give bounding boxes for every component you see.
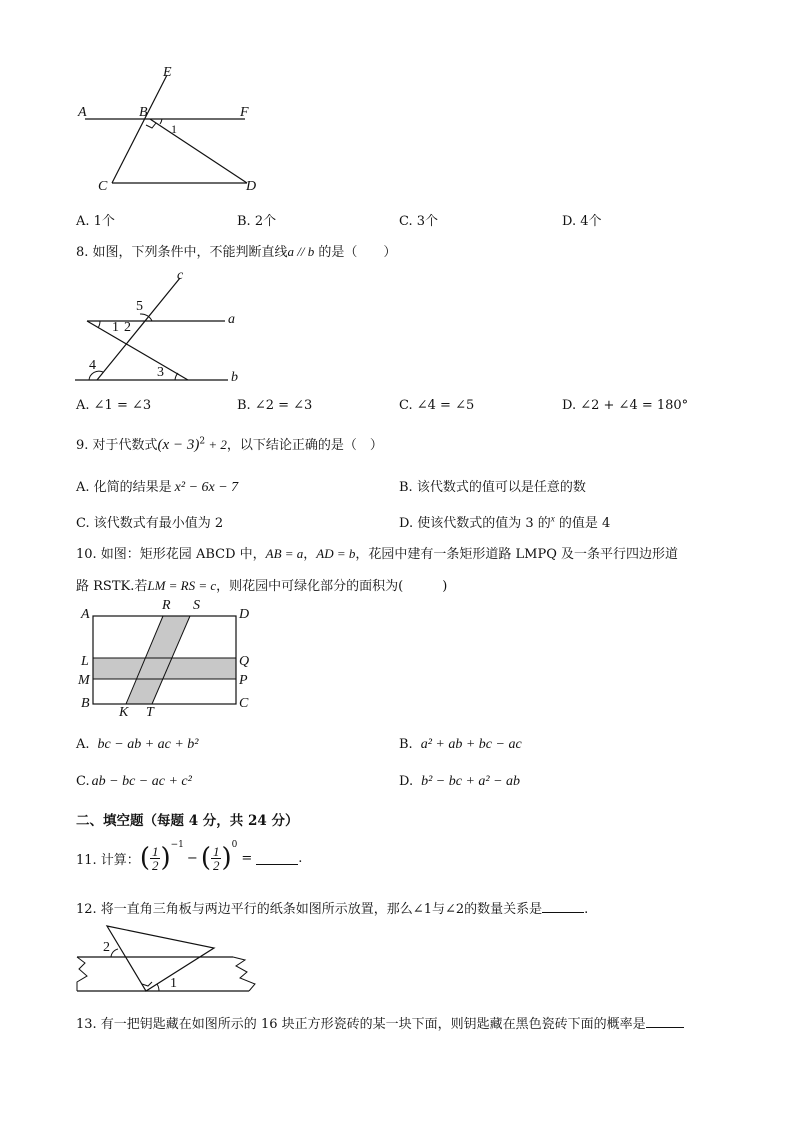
q13-text: 13. 有一把钥匙藏在如图所示的 16 块正方形瓷砖的某一块下面，则钥匙藏在黑色瓷砖下面的概率是 — [76, 1017, 646, 1032]
q11-equals: = — [241, 850, 253, 866]
q13 — [76, 1013, 684, 1032]
label-angle-1: 1 — [170, 976, 177, 991]
label-F: F — [240, 105, 249, 120]
q11-answer-blank[interactable] — [256, 852, 298, 865]
label-angle-1: 1 — [171, 122, 177, 136]
q10-option-b-prefix: B. — [399, 737, 413, 752]
figure-q8-svg — [70, 268, 270, 388]
q11-exponent-1: −1 — [170, 840, 184, 850]
q9-option-c[interactable]: C. 该代数式有最小值为 2 — [76, 516, 224, 531]
q11-minus: − — [186, 850, 198, 866]
label-T: T — [146, 705, 154, 720]
q10-option-a-prefix: A. — [76, 737, 90, 752]
label-angle-4: 4 — [89, 358, 96, 373]
q12 — [76, 898, 588, 917]
q8-option-a[interactable]: A. ∠1 = ∠3 — [76, 398, 152, 413]
q9-option-a-expr: x² − 6x − 7 — [174, 480, 239, 495]
label-angle-3: 3 — [157, 365, 164, 380]
label-S: S — [193, 598, 200, 613]
q11-period: . — [298, 850, 303, 866]
q12-answer-blank[interactable] — [542, 900, 584, 913]
q9-option-b[interactable]: B. 该代数式的值可以是任意的数 — [399, 480, 586, 495]
q10-option-a-expr: bc − ab + ac + b² — [97, 737, 199, 752]
label-B: B — [81, 696, 90, 711]
q8-var-a: a — [287, 244, 295, 259]
q13-answer-blank[interactable] — [646, 1015, 684, 1028]
label-line-b: b — [231, 370, 238, 385]
q10-option-b-expr: a² + ab + bc − ac — [420, 737, 522, 752]
q11-exponent-2: 0 — [231, 840, 238, 850]
q11-fraction-2-den: 2 — [212, 857, 220, 873]
q10-option-c-expr: ab − bc − ac + c² — [91, 774, 192, 789]
q11-prefix: 11. 计算： — [76, 852, 140, 868]
q7-option-c[interactable]: C. 3个 — [399, 214, 439, 229]
label-E: E — [163, 65, 172, 80]
label-K: K — [119, 705, 129, 720]
q7-option-d[interactable]: D. 4个 — [562, 214, 602, 229]
q10-option-c-prefix: C. — [76, 774, 90, 789]
section-title-fill-in: 二、填空题（每题 4 分，共 24 分） — [76, 813, 299, 829]
q8-option-c[interactable]: C. ∠4 = ∠5 — [399, 398, 475, 413]
q9-option-d-suffix: 的值是 4 — [554, 516, 611, 531]
q8-stem — [76, 241, 396, 260]
q10-stem-line1 — [76, 543, 678, 562]
label-angle-5: 5 — [136, 299, 143, 314]
q10-line1-suffix: ，花园中建有一条矩形道路 LMPQ 及一条平行四边形道 — [355, 547, 679, 562]
q9-suffix: ，以下结论正确的是（ ） — [226, 438, 383, 453]
figure-q7-svg — [70, 62, 270, 192]
q11 — [76, 838, 302, 878]
label-D: D — [239, 607, 250, 622]
q10-line2-prefix: 路 RSTK.若 — [76, 579, 148, 594]
q8-option-d[interactable]: D. ∠2 + ∠4 = 180° — [562, 398, 689, 413]
label-c: c — [177, 268, 184, 283]
label-D: D — [246, 179, 257, 194]
label-B: B — [139, 105, 148, 120]
q11-left-paren-2: ( — [200, 843, 211, 873]
q8-parallel: // — [294, 244, 308, 259]
q9-exp: 2 — [199, 436, 206, 447]
q11-right-paren-1: ) — [160, 843, 171, 873]
q10-lm: LM = RS = c — [147, 578, 217, 593]
q9-option-d[interactable] — [399, 512, 610, 531]
q11-fraction-1 — [150, 845, 161, 872]
q11-fraction-2 — [211, 845, 222, 872]
label-angle-1: 1 — [112, 320, 119, 335]
q9-plus: + 2 — [205, 437, 227, 452]
q10-option-b[interactable] — [399, 737, 522, 753]
q10-line2-suffix: ，则花园中可绿化部分的面积为( ) — [216, 579, 448, 594]
q11-fraction-2-num: 1 — [212, 843, 220, 859]
q10-comma: ， — [303, 547, 317, 562]
q10-option-d-expr: b² − bc + a² − ab — [421, 774, 521, 789]
q11-fraction-1-num: 1 — [151, 843, 159, 859]
label-Q: Q — [239, 654, 250, 669]
q9-expr: (x − 3) — [157, 437, 200, 453]
label-line-a: a — [228, 312, 235, 327]
figure-q10-svg — [93, 616, 243, 706]
q11-right-paren-2: ) — [221, 843, 232, 873]
q8-prefix: 8. 如图，下列条件中，不能判断直线 — [76, 245, 288, 260]
label-C: C — [239, 696, 249, 711]
q12-period: . — [584, 902, 589, 917]
q10-option-c[interactable] — [76, 774, 192, 790]
q9-option-d-x: x — [550, 513, 555, 524]
q9-option-d-prefix: D. 使该代数式的值为 3 的 — [399, 516, 551, 531]
q10-option-d-prefix: D. — [399, 774, 414, 789]
q11-fraction-1-den: 2 — [151, 857, 159, 873]
q12-text: 12. 将一直角三角板与两边平行的纸条如图所示放置，那么∠1与∠2的数量关系是 — [76, 902, 543, 917]
label-A: A — [78, 105, 87, 120]
q9-prefix: 9. 对于代数式 — [76, 438, 158, 453]
q8-var-b: b — [307, 244, 315, 259]
q9-option-a[interactable] — [76, 476, 238, 496]
q10-stem-line2 — [76, 575, 447, 594]
label-C: C — [98, 179, 108, 194]
label-M: M — [78, 673, 90, 688]
label-angle-2: 2 — [103, 940, 110, 955]
q9-stem — [76, 434, 383, 454]
q9-option-a-prefix: A. 化简的结果是 — [76, 480, 172, 495]
q10-ab: AB = a — [265, 546, 304, 561]
q8-option-b[interactable]: B. ∠2 = ∠3 — [237, 398, 313, 413]
q10-option-a[interactable] — [76, 737, 199, 753]
q10-option-d[interactable] — [399, 774, 520, 790]
q10-line1-prefix: 10. 如图：矩形花园 ABCD 中， — [76, 547, 266, 562]
q11-left-paren-1: ( — [139, 843, 150, 873]
label-P: P — [239, 673, 248, 688]
label-A: A — [81, 607, 90, 622]
label-angle-2: 2 — [124, 320, 131, 335]
q7-option-a[interactable]: A. 1个 — [76, 214, 115, 229]
q8-suffix: 的是（ ） — [314, 245, 397, 260]
label-L: L — [81, 654, 89, 669]
label-R: R — [162, 598, 171, 613]
q10-ad: AD = b — [316, 546, 356, 561]
q7-option-b[interactable]: B. 2个 — [237, 214, 277, 229]
